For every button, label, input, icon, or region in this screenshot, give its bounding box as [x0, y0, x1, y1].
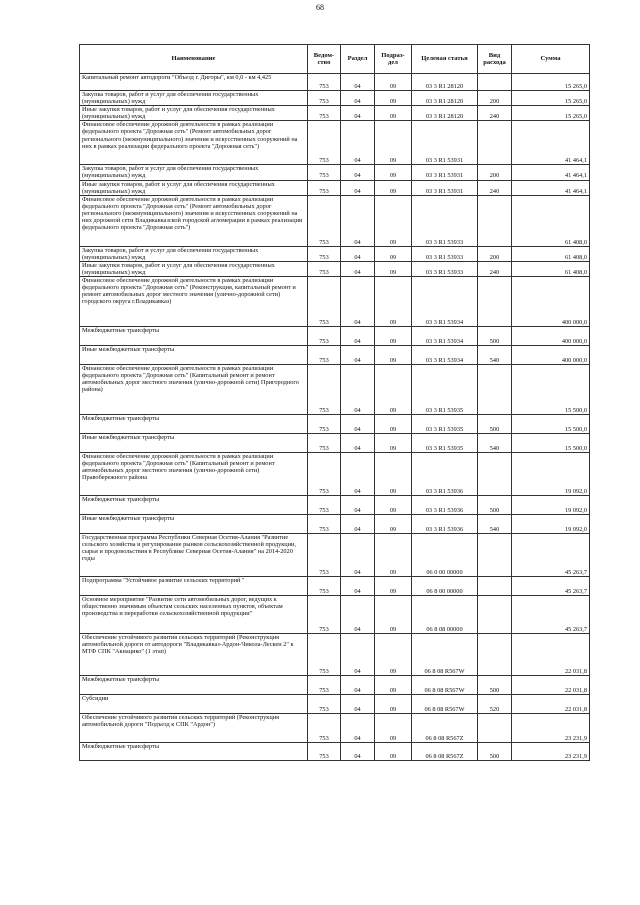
row-expense-type-cell: 240: [478, 180, 512, 195]
row-amount-cell: 400 000,0: [512, 277, 590, 327]
row-target-article-cell: 03 3 R1 28120: [412, 106, 478, 121]
row-target-article-cell: 03 3 R1 53931: [412, 165, 478, 180]
row-target-article-cell: 03 3 R1 53935: [412, 365, 478, 415]
row-expense-type-cell: 540: [478, 434, 512, 453]
row-section-cell: 04: [341, 577, 375, 596]
row-name-cell: Иные межбюджетные трансферты: [80, 346, 308, 365]
row-expense-type-cell: [478, 277, 512, 327]
row-amount-cell: 19 092,0: [512, 515, 590, 534]
row-amount-cell: 61 408,0: [512, 246, 590, 261]
row-department-cell: 753: [308, 496, 341, 515]
row-name-cell: Финансовое обеспечение дорожной деятельности в рамках реализации федерального проекта "Дорожная сеть" (Ремонт автомобильных дорог регионального (межмуниципального) значения и искусственных сооружений на них в рамках реализации федерального проекта "Дорожная сеть"): [80, 121, 308, 165]
row-amount-cell: 45 263,7: [512, 596, 590, 634]
row-subsection-cell: 09: [375, 434, 412, 453]
row-section-cell: 04: [341, 714, 375, 743]
row-section-cell: 04: [341, 634, 375, 676]
row-target-article-cell: 06 8 00 00000: [412, 577, 478, 596]
row-department-cell: 753: [308, 261, 341, 276]
row-amount-cell: 61 408,0: [512, 195, 590, 246]
row-target-article-cell: 03 3 R1 53936: [412, 453, 478, 496]
row-subsection-cell: 09: [375, 577, 412, 596]
row-section-cell: 04: [341, 596, 375, 634]
row-name-cell: Закупка товаров, работ и услуг для обеспечения государственных (муниципальных) нужд: [80, 246, 308, 261]
row-expense-type-cell: 200: [478, 246, 512, 261]
row-subsection-cell: 09: [375, 695, 412, 714]
row-amount-cell: 45 263,7: [512, 534, 590, 577]
row-subsection-cell: 09: [375, 121, 412, 165]
row-department-cell: 753: [308, 246, 341, 261]
row-name-cell: Иные закупки товаров, работ и услуг для обеспечения государственных (муниципальных) нужд: [80, 180, 308, 195]
row-target-article-cell: 03 3 R1 53936: [412, 515, 478, 534]
table-row: [80, 165, 590, 180]
row-section-cell: 04: [341, 534, 375, 577]
row-expense-type-cell: 500: [478, 415, 512, 434]
header-target-article: Целевая статья: [412, 45, 478, 74]
budget-table: [79, 44, 590, 761]
row-amount-cell: 15 500,0: [512, 415, 590, 434]
row-expense-type-cell: 520: [478, 695, 512, 714]
table-header-row: [80, 45, 590, 74]
row-name-cell: Финансовое обеспечение дорожной деятельности в рамках реализации федерального проекта "Дорожная сеть" (Реконструкция, капитальный ремонт и ремонт автомобильных дорог местного значения (улично-дорожной сети) городского округа г.Владикавказ): [80, 277, 308, 327]
row-amount-cell: 15 500,0: [512, 434, 590, 453]
row-target-article-cell: 06 8 08 R567W: [412, 634, 478, 676]
row-target-article-cell: 06 8 08 R567W: [412, 676, 478, 695]
row-subsection-cell: 09: [375, 91, 412, 106]
row-expense-type-cell: [478, 596, 512, 634]
row-expense-type-cell: 500: [478, 676, 512, 695]
row-target-article-cell: 06 8 08 00000: [412, 596, 478, 634]
row-section-cell: 04: [341, 121, 375, 165]
row-target-article-cell: 03 3 R1 28120: [412, 74, 478, 91]
header-name: Наименование: [80, 45, 308, 74]
row-section-cell: 04: [341, 246, 375, 261]
row-expense-type-cell: 240: [478, 106, 512, 121]
row-department-cell: 753: [308, 327, 341, 346]
row-name-cell: Иные закупки товаров, работ и услуг для обеспечения государственных (муниципальных) нужд: [80, 106, 308, 121]
row-name-cell: Обеспечение устойчивого развития сельских территорий (Реконструкция автомобильной дороги от автодороги "Владикавказ-Ардон-Чикола-Лескен 2" к МТФ СПК "Акнацико" (1 этап): [80, 634, 308, 676]
row-expense-type-cell: 540: [478, 346, 512, 365]
row-amount-cell: 45 263,7: [512, 577, 590, 596]
row-department-cell: 753: [308, 743, 341, 761]
row-department-cell: 753: [308, 714, 341, 743]
row-section-cell: 04: [341, 91, 375, 106]
row-section-cell: 04: [341, 365, 375, 415]
row-amount-cell: 41 464,1: [512, 165, 590, 180]
row-target-article-cell: 03 3 R1 53936: [412, 496, 478, 515]
row-target-article-cell: 03 3 R1 53933: [412, 261, 478, 276]
row-department-cell: 753: [308, 346, 341, 365]
table-row: [80, 106, 590, 121]
row-subsection-cell: 09: [375, 246, 412, 261]
table-row: [80, 634, 590, 676]
row-name-cell: Межбюджетные трансферты: [80, 743, 308, 761]
row-target-article-cell: 03 3 R1 53934: [412, 346, 478, 365]
row-subsection-cell: 09: [375, 496, 412, 515]
row-target-article-cell: 06 0 00 00000: [412, 534, 478, 577]
row-subsection-cell: 09: [375, 165, 412, 180]
table-row: [80, 195, 590, 246]
row-target-article-cell: 06 8 08 R567Z: [412, 743, 478, 761]
row-name-cell: Обеспечение устойчивого развития сельских территорий (Реконструкция автомобильной дороги "Подъезд к СПК "Ардон"): [80, 714, 308, 743]
row-section-cell: 04: [341, 277, 375, 327]
row-subsection-cell: 09: [375, 515, 412, 534]
row-amount-cell: 19 092,0: [512, 496, 590, 515]
table-row: [80, 415, 590, 434]
table-row: [80, 246, 590, 261]
row-target-article-cell: 03 3 R1 53931: [412, 121, 478, 165]
row-department-cell: 753: [308, 676, 341, 695]
row-target-article-cell: 03 3 R1 53934: [412, 277, 478, 327]
row-department-cell: 753: [308, 515, 341, 534]
row-section-cell: 04: [341, 496, 375, 515]
row-amount-cell: 23 231,9: [512, 714, 590, 743]
row-subsection-cell: 09: [375, 415, 412, 434]
row-name-cell: Субсидии: [80, 695, 308, 714]
table-row: [80, 277, 590, 327]
row-section-cell: 04: [341, 180, 375, 195]
row-department-cell: 753: [308, 277, 341, 327]
row-name-cell: Иные закупки товаров, работ и услуг для обеспечения государственных (муниципальных) нужд: [80, 261, 308, 276]
row-name-cell: Иные межбюджетные трансферты: [80, 515, 308, 534]
row-department-cell: 753: [308, 453, 341, 496]
row-department-cell: 753: [308, 434, 341, 453]
header-section: Раздел: [341, 45, 375, 74]
row-name-cell: Подпрограмма "Устойчивое развитие сельских территорий ": [80, 577, 308, 596]
row-target-article-cell: 03 3 R1 53934: [412, 327, 478, 346]
table-row: [80, 453, 590, 496]
row-target-article-cell: 03 3 R1 53935: [412, 434, 478, 453]
table-row: [80, 91, 590, 106]
table-row: [80, 365, 590, 415]
row-section-cell: 04: [341, 165, 375, 180]
row-subsection-cell: 09: [375, 74, 412, 91]
row-expense-type-cell: [478, 365, 512, 415]
row-department-cell: 753: [308, 577, 341, 596]
row-name-cell: Межбюджетные трансферты: [80, 327, 308, 346]
table-row: [80, 743, 590, 761]
table-row: [80, 496, 590, 515]
row-department-cell: 753: [308, 121, 341, 165]
row-amount-cell: 400 000,0: [512, 327, 590, 346]
row-amount-cell: 15 500,0: [512, 365, 590, 415]
row-expense-type-cell: [478, 195, 512, 246]
row-department-cell: 753: [308, 74, 341, 91]
row-expense-type-cell: 540: [478, 515, 512, 534]
table-row: [80, 695, 590, 714]
row-section-cell: 04: [341, 195, 375, 246]
row-name-cell: Закупка товаров, работ и услуг для обеспечения государственных (муниципальных) нужд: [80, 91, 308, 106]
row-name-cell: Финансовое обеспечение дорожной деятельности в рамках реализации федерального проекта "Дорожная сеть" (Капитальный ремонт и ремонт автомобильных дорог местного значения (улично-дорожной сети) Правобережного района: [80, 453, 308, 496]
row-amount-cell: 15 265,0: [512, 106, 590, 121]
table-row: [80, 534, 590, 577]
row-amount-cell: 22 031,8: [512, 676, 590, 695]
row-subsection-cell: 09: [375, 634, 412, 676]
row-subsection-cell: 09: [375, 596, 412, 634]
row-target-article-cell: 03 3 R1 53933: [412, 246, 478, 261]
row-department-cell: 753: [308, 634, 341, 676]
row-department-cell: 753: [308, 695, 341, 714]
row-subsection-cell: 09: [375, 453, 412, 496]
row-name-cell: Межбюджетные трансферты: [80, 496, 308, 515]
row-expense-type-cell: [478, 74, 512, 91]
table-row: [80, 676, 590, 695]
row-expense-type-cell: [478, 453, 512, 496]
row-department-cell: 753: [308, 180, 341, 195]
row-name-cell: Межбюджетные трансферты: [80, 415, 308, 434]
row-department-cell: 753: [308, 415, 341, 434]
row-expense-type-cell: 200: [478, 165, 512, 180]
row-subsection-cell: 09: [375, 327, 412, 346]
row-amount-cell: 41 464,1: [512, 121, 590, 165]
row-amount-cell: 400 000,0: [512, 346, 590, 365]
table-row: [80, 346, 590, 365]
row-name-cell: Капитальный ремонт автодороги "Объезд г. Дигоры", км 0,0 - км 4,425: [80, 74, 308, 91]
table-row: [80, 714, 590, 743]
row-name-cell: Закупка товаров, работ и услуг для обеспечения государственных (муниципальных) нужд: [80, 165, 308, 180]
row-subsection-cell: 09: [375, 365, 412, 415]
table-row: [80, 596, 590, 634]
row-section-cell: 04: [341, 74, 375, 91]
row-department-cell: 753: [308, 165, 341, 180]
row-subsection-cell: 09: [375, 261, 412, 276]
row-name-cell: Межбюджетные трансферты: [80, 676, 308, 695]
row-expense-type-cell: 500: [478, 496, 512, 515]
row-target-article-cell: 03 3 R1 53931: [412, 180, 478, 195]
row-department-cell: 753: [308, 365, 341, 415]
table-row: [80, 180, 590, 195]
row-department-cell: 753: [308, 534, 341, 577]
row-section-cell: 04: [341, 415, 375, 434]
row-section-cell: 04: [341, 261, 375, 276]
row-expense-type-cell: 500: [478, 743, 512, 761]
row-amount-cell: 61 408,0: [512, 261, 590, 276]
row-subsection-cell: 09: [375, 534, 412, 577]
row-amount-cell: 22 031,8: [512, 695, 590, 714]
row-department-cell: 753: [308, 91, 341, 106]
row-subsection-cell: 09: [375, 195, 412, 246]
header-department: Ведом-ство: [308, 45, 341, 74]
row-subsection-cell: 09: [375, 714, 412, 743]
row-expense-type-cell: [478, 714, 512, 743]
row-expense-type-cell: [478, 577, 512, 596]
row-section-cell: 04: [341, 106, 375, 121]
header-subsection: Подраз-дел: [375, 45, 412, 74]
row-amount-cell: 19 092,0: [512, 453, 590, 496]
row-name-cell: Государственная программа Республики Северная Осетия-Алания "Развитие сельского хозяйства и регулирование рынков сельскохозяйственной продукции, сырья и продовольствия в Республике Северная Осетия-Алания" на 2014-2020 годы: [80, 534, 308, 577]
row-target-article-cell: 06 8 08 R567W: [412, 695, 478, 714]
row-expense-type-cell: [478, 634, 512, 676]
row-name-cell: Иные межбюджетные трансферты: [80, 434, 308, 453]
row-amount-cell: 15 265,0: [512, 91, 590, 106]
table-row: [80, 327, 590, 346]
row-target-article-cell: 03 3 R1 53933: [412, 195, 478, 246]
row-subsection-cell: 09: [375, 106, 412, 121]
row-section-cell: 04: [341, 743, 375, 761]
row-expense-type-cell: [478, 534, 512, 577]
row-subsection-cell: 09: [375, 743, 412, 761]
row-expense-type-cell: [478, 121, 512, 165]
row-target-article-cell: 06 8 08 R567Z: [412, 714, 478, 743]
page-number: 68: [316, 3, 324, 12]
row-section-cell: 04: [341, 434, 375, 453]
table-row: [80, 434, 590, 453]
row-subsection-cell: 09: [375, 676, 412, 695]
row-name-cell: Финансовое обеспечение дорожной деятельности в рамках реализации федерального проекта "Дорожная сеть" (Ремонт автомобильных дорог регионального (межмуниципального) значения и искусственных сооружений на них дорожной сети Владикавказской городской агломерации в рамках реализации федерального проекта "Дорожная сеть"): [80, 195, 308, 246]
row-name-cell: Основное мероприятие "Развитие сети автомобильных дорог, ведущих к общественно значимым объектам сельских населенных пунктов, объектам производства и переработки сельскохозяйственной продукции": [80, 596, 308, 634]
row-target-article-cell: 03 3 R1 28120: [412, 91, 478, 106]
row-department-cell: 753: [308, 596, 341, 634]
table-row: [80, 121, 590, 165]
row-section-cell: 04: [341, 676, 375, 695]
row-amount-cell: 41 464,1: [512, 180, 590, 195]
row-section-cell: 04: [341, 346, 375, 365]
row-name-cell: Финансовое обеспечение дорожной деятельности в рамках реализации федерального проекта "Дорожная сеть" (Капитальный ремонт и ремонт автомобильных дорог местного значения (улично-дорожной сети) Пригородного района): [80, 365, 308, 415]
row-subsection-cell: 09: [375, 180, 412, 195]
table-row: [80, 515, 590, 534]
row-expense-type-cell: 240: [478, 261, 512, 276]
row-expense-type-cell: 500: [478, 327, 512, 346]
header-expense-type: Вид расхода: [478, 45, 512, 74]
table-row: [80, 74, 590, 91]
row-expense-type-cell: 200: [478, 91, 512, 106]
row-subsection-cell: 09: [375, 346, 412, 365]
row-department-cell: 753: [308, 106, 341, 121]
table-row: [80, 577, 590, 596]
row-amount-cell: 23 231,9: [512, 743, 590, 761]
row-target-article-cell: 03 3 R1 53935: [412, 415, 478, 434]
row-department-cell: 753: [308, 195, 341, 246]
table-row: [80, 261, 590, 276]
header-amount: Сумма: [512, 45, 590, 74]
table-body: [80, 74, 590, 761]
row-amount-cell: 22 031,8: [512, 634, 590, 676]
row-section-cell: 04: [341, 695, 375, 714]
row-subsection-cell: 09: [375, 277, 412, 327]
row-section-cell: 04: [341, 515, 375, 534]
row-section-cell: 04: [341, 327, 375, 346]
row-section-cell: 04: [341, 453, 375, 496]
row-amount-cell: 15 265,0: [512, 74, 590, 91]
